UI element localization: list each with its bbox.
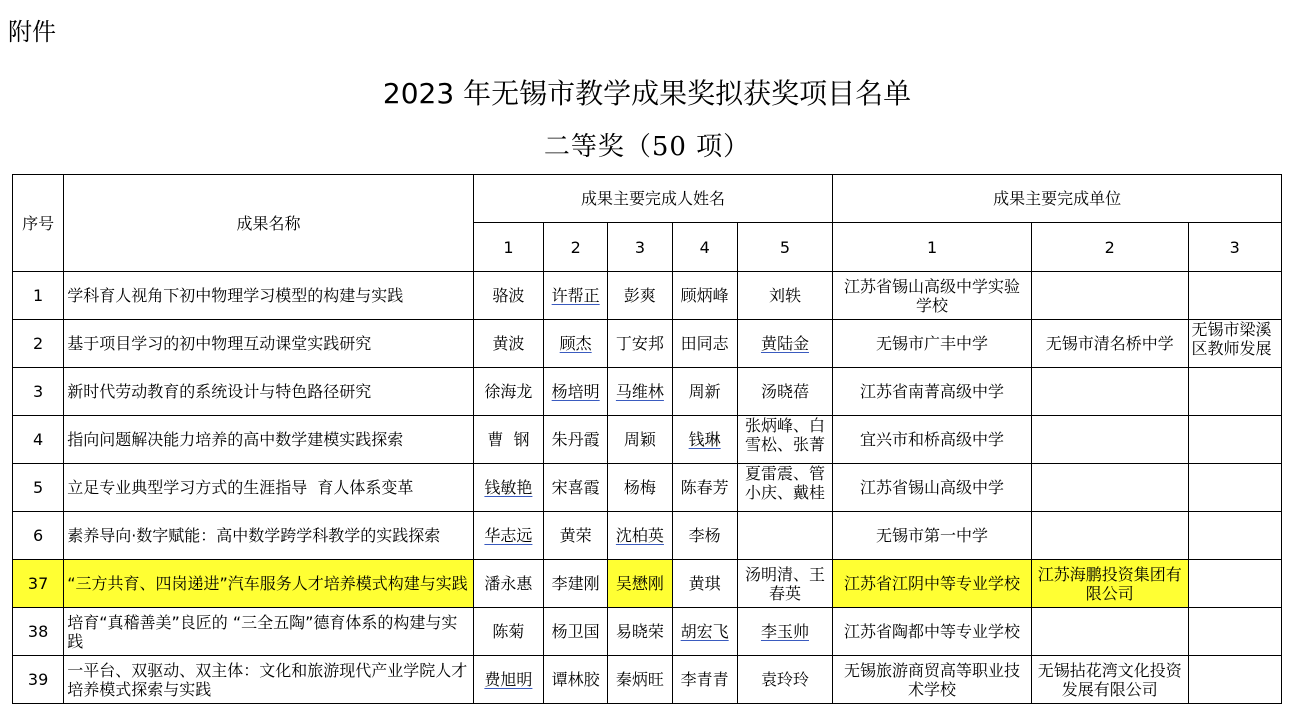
person-cell: 朱丹霞 bbox=[544, 416, 608, 464]
unit-cell: 江苏省南菁高级中学 bbox=[833, 368, 1032, 416]
person-cell: 黄荣 bbox=[544, 512, 608, 560]
person-cell bbox=[672, 416, 737, 464]
person-name: 马维林 bbox=[615, 382, 664, 401]
person-cell: 田同志 bbox=[672, 320, 737, 368]
header-seq: 序号 bbox=[13, 175, 64, 272]
project-name: 基于项目学习的初中物理互动课堂实践研究 bbox=[64, 320, 474, 368]
unit-cell: 无锡旅游商贸高等职业技术学校 bbox=[833, 656, 1032, 704]
person-cell bbox=[737, 464, 832, 512]
person-cell bbox=[544, 272, 608, 320]
person-cell bbox=[737, 320, 832, 368]
header-row bbox=[13, 175, 1282, 223]
seq-cell: 38 bbox=[13, 608, 64, 656]
person-cell bbox=[473, 512, 543, 560]
unit-cell: 无锡市广丰中学 bbox=[833, 320, 1032, 368]
table-row bbox=[13, 272, 1282, 320]
person-cell bbox=[544, 320, 608, 368]
person-name: 顾杰 bbox=[559, 334, 592, 353]
unit-cell bbox=[1031, 368, 1188, 416]
seq-cell: 39 bbox=[13, 656, 64, 704]
unit-cell bbox=[1188, 320, 1281, 368]
unit-cell bbox=[1188, 464, 1281, 512]
person-cell: 彭爽 bbox=[608, 272, 672, 320]
person-name: 胡宏飞 bbox=[680, 622, 729, 641]
unit-cell: 无锡市清名桥中学 bbox=[1031, 320, 1188, 368]
person-cell: 陈春芳 bbox=[672, 464, 737, 512]
unit-cell: 江苏省江阴中等专业学校 bbox=[833, 560, 1032, 608]
seq-cell: 6 bbox=[13, 512, 64, 560]
project-name: 立足专业典型学习方式的生涯指导 育人体系变革 bbox=[64, 464, 474, 512]
person-cell: 周颖 bbox=[608, 416, 672, 464]
person-name: 沈柏英 bbox=[615, 526, 664, 545]
project-name: 素养导向·数字赋能：高中数学跨学科教学的实践探索 bbox=[64, 512, 474, 560]
unit-cell bbox=[1188, 368, 1281, 416]
unit-cell bbox=[1188, 416, 1281, 464]
person-cell: 黄琪 bbox=[672, 560, 737, 608]
header-unit-col: 1 bbox=[833, 223, 1032, 272]
header-person-col: 3 bbox=[608, 223, 672, 272]
header-person-col: 1 bbox=[473, 223, 543, 272]
person-cell: 杨卫国 bbox=[544, 608, 608, 656]
person-cell: 汤晓蓓 bbox=[737, 368, 832, 416]
person-cell: 刘轶 bbox=[737, 272, 832, 320]
person-cell: 袁玲玲 bbox=[737, 656, 832, 704]
person-cell bbox=[608, 512, 672, 560]
person-cell bbox=[737, 608, 832, 656]
unit-cell bbox=[1188, 512, 1281, 560]
person-cell: 陈菊 bbox=[473, 608, 543, 656]
person-multi: 夏雷震、管小庆、戴桂 bbox=[744, 464, 825, 502]
table-row bbox=[13, 368, 1282, 416]
unit-cell bbox=[1031, 272, 1188, 320]
seq-cell: 5 bbox=[13, 464, 64, 512]
person-cell: 黄波 bbox=[473, 320, 543, 368]
header-persons: 成果主要完成人姓名 bbox=[473, 175, 832, 223]
unit-cell: 江苏省陶都中等专业学校 bbox=[833, 608, 1032, 656]
person-cell: 杨梅 bbox=[608, 464, 672, 512]
seq-cell: 2 bbox=[13, 320, 64, 368]
person-cell bbox=[672, 608, 737, 656]
table-row bbox=[13, 512, 1282, 560]
person-cell: 潘永惠 bbox=[473, 560, 543, 608]
unit-cell bbox=[1188, 272, 1281, 320]
unit-cell bbox=[1031, 416, 1188, 464]
document-subtitle: 二等奖（50 项） bbox=[543, 132, 751, 162]
person-name: 杨培明 bbox=[551, 382, 600, 401]
unit-cell: 江苏海鹏投资集团有限公司 bbox=[1031, 560, 1188, 608]
person-cell: 周新 bbox=[672, 368, 737, 416]
unit-cell bbox=[1031, 512, 1188, 560]
person-cell: 顾炳峰 bbox=[672, 272, 737, 320]
header-person-col: 5 bbox=[737, 223, 832, 272]
document-title: 2023 年无锡市教学成果奖拟获奖项目名单 bbox=[382, 77, 912, 110]
person-name: 费旭明 bbox=[484, 670, 533, 689]
person-cell: 曹 钢 bbox=[473, 416, 543, 464]
person-name: 李玉帅 bbox=[760, 622, 809, 641]
project-name: “三方共育、四岗递进”汽车服务人才培养模式构建与实践 bbox=[64, 560, 474, 608]
project-name: 培育“真稽善美”良匠的 “三全五陶”德育体系的构建与实践 bbox=[64, 608, 474, 656]
project-name: 指向问题解决能力培养的高中数学建模实践探索 bbox=[64, 416, 474, 464]
person-cell: 秦炳旺 bbox=[608, 656, 672, 704]
seq-cell: 1 bbox=[13, 272, 64, 320]
person-cell bbox=[473, 656, 543, 704]
person-cell: 骆波 bbox=[473, 272, 543, 320]
unit-cell: 无锡拈花湾文化投资发展有限公司 bbox=[1031, 656, 1188, 704]
person-cell bbox=[544, 368, 608, 416]
table-row bbox=[13, 656, 1282, 704]
seq-cell: 3 bbox=[13, 368, 64, 416]
person-cell bbox=[737, 416, 832, 464]
person-cell: 徐海龙 bbox=[473, 368, 543, 416]
unit-cell bbox=[1188, 656, 1281, 704]
project-name: 学科育人视角下初中物理学习模型的构建与实践 bbox=[64, 272, 474, 320]
person-cell: 吴懋刚 bbox=[608, 560, 672, 608]
header-person-col: 4 bbox=[672, 223, 737, 272]
unit-cell: 江苏省锡山高级中学实验学校 bbox=[833, 272, 1032, 320]
header-person-col: 2 bbox=[544, 223, 608, 272]
person-cell bbox=[737, 512, 832, 560]
unit-cell: 无锡市第一中学 bbox=[833, 512, 1032, 560]
person-cell: 丁安邦 bbox=[608, 320, 672, 368]
person-name: 黄陆金 bbox=[760, 334, 809, 353]
unit-text: 无锡市梁溪区教师发展 bbox=[1191, 320, 1272, 358]
person-name: 华志远 bbox=[484, 526, 533, 545]
person-cell bbox=[473, 464, 543, 512]
attachment-label: 附件 bbox=[8, 18, 56, 46]
table-row-highlighted bbox=[13, 560, 1282, 608]
unit-cell: 宜兴市和桥高级中学 bbox=[833, 416, 1032, 464]
header-units: 成果主要完成单位 bbox=[833, 175, 1282, 223]
person-name: 钱琳 bbox=[688, 430, 721, 449]
unit-cell bbox=[1031, 464, 1188, 512]
person-cell bbox=[608, 368, 672, 416]
person-cell: 宋喜霞 bbox=[544, 464, 608, 512]
person-cell: 李青青 bbox=[672, 656, 737, 704]
table-row bbox=[13, 608, 1282, 656]
table-row bbox=[13, 320, 1282, 368]
header-unit-col: 2 bbox=[1031, 223, 1188, 272]
unit-cell: 江苏省锡山高级中学 bbox=[833, 464, 1032, 512]
project-name: 新时代劳动教育的系统设计与特色路径研究 bbox=[64, 368, 474, 416]
seq-cell: 37 bbox=[13, 560, 64, 608]
unit-cell bbox=[1188, 560, 1281, 608]
person-cell: 易晓荣 bbox=[608, 608, 672, 656]
table-row bbox=[13, 416, 1282, 464]
person-cell: 李建刚 bbox=[544, 560, 608, 608]
person-cell: 谭林胶 bbox=[544, 656, 608, 704]
table-row bbox=[13, 464, 1282, 512]
award-table bbox=[12, 174, 1282, 704]
unit-cell bbox=[1188, 608, 1281, 656]
unit-cell bbox=[1031, 608, 1188, 656]
person-cell: 李杨 bbox=[672, 512, 737, 560]
seq-cell: 4 bbox=[13, 416, 64, 464]
person-name: 许帮正 bbox=[551, 286, 600, 305]
header-name: 成果名称 bbox=[64, 175, 474, 272]
person-cell: 汤明清、王春英 bbox=[737, 560, 832, 608]
project-name: 一平台、双驱动、双主体：文化和旅游现代产业学院人才培养模式探索与实践 bbox=[64, 656, 474, 704]
person-name: 钱敏艳 bbox=[484, 478, 533, 497]
person-multi: 张炳峰、白雪松、张菁 bbox=[744, 416, 825, 454]
header-unit-col: 3 bbox=[1188, 223, 1281, 272]
